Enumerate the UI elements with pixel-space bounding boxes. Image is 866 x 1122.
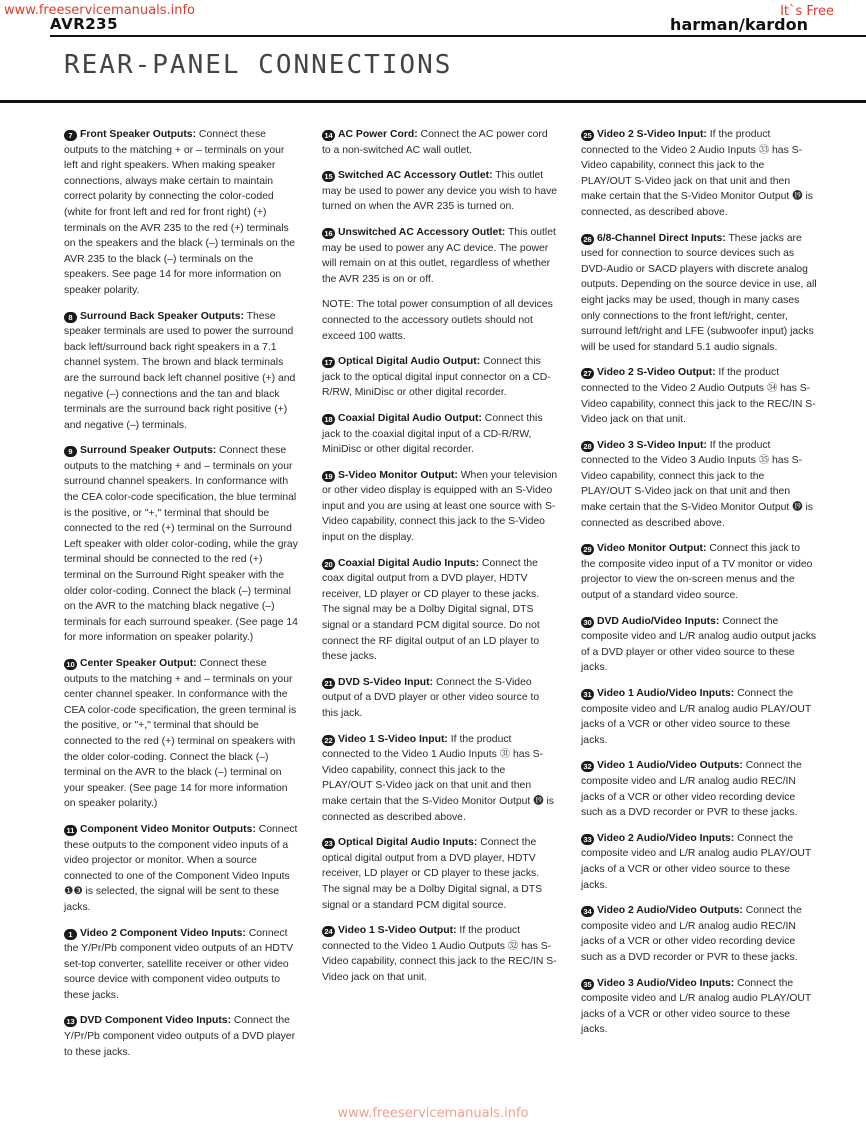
connection-heading: Video Monitor Output: (597, 543, 707, 555)
connection-description (64, 127, 300, 299)
item-number-badge: 23 (322, 838, 335, 849)
connection-text: Connect this jack to the composite video input of a TV monitor or video projector to view the on-screen menus and the output of a standard video source. (581, 543, 813, 602)
connection-description (322, 556, 558, 665)
connection-text: Connect this jack to the optical digital input connector on a CD-R/RW, MiniDisc or other digital recorder. (322, 356, 551, 399)
item-number-badge: 11 (64, 825, 77, 836)
connection-heading: Center Speaker Output: (80, 658, 197, 669)
item-number-badge: 31 (581, 689, 594, 700)
connection-heading: 6/8-Channel Direct Inputs: (597, 232, 726, 244)
item-number-badge: 32 (581, 761, 594, 772)
page-title: REAR-PANEL CONNECTIONS (64, 50, 453, 80)
connection-heading: Video 2 Audio/Video Inputs: (597, 832, 735, 844)
connection-heading: Optical Digital Audio Output: (338, 356, 481, 368)
connection-heading: Switched AC Accessory Outlet: (338, 170, 493, 182)
item-number-badge: 8 (64, 312, 77, 323)
connection-heading: Video 2 S-Video Output: (597, 367, 716, 379)
connection-heading: Video 3 S-Video Input: (597, 439, 707, 451)
connection-heading: Front Speaker Outputs: (80, 129, 197, 140)
item-number-badge: 24 (322, 926, 335, 937)
item-number-badge: 17 (322, 357, 335, 368)
connection-description (322, 127, 558, 158)
connection-text: If the product connected to the Video 1 Audio Outputs ㉜ has S-Video capability, connect this jack to the REC/IN S-Video jack on that unit. (322, 925, 557, 983)
connection-heading: DVD S-Video Input: (338, 676, 434, 688)
connection-heading: AC Power Cord: (338, 129, 418, 140)
connection-text: Connect the composite video and L/R analog audio REC/IN jacks of a VCR or other video recording device such as a DVD recorder or PVR to these jacks. (581, 760, 802, 819)
connection-text: Connect the coax digital output from a DVD player, HDTV receiver, LD player or CD player to these jacks. The signal may be a Dolby Digital signal, DTS signal or a standard PCM digital source. Do not connect the RF digital output of an LD player to these jacks. (322, 557, 540, 663)
connection-heading: Video 1 S-Video Input: (338, 733, 448, 745)
connection-heading: Coaxial Digital Audio Inputs: (338, 557, 480, 569)
connection-description (322, 923, 558, 985)
connection-heading: Surround Speaker Outputs: (80, 445, 217, 457)
connection-description (322, 732, 558, 826)
connection-text: This outlet may be used to power any AC device. The power will remain on at this outlet, regardless of whether the AVR 235 is on or off. (322, 226, 556, 285)
connection-description (322, 225, 558, 287)
connection-description (581, 758, 817, 820)
connection-text: Connect these outputs to the matching + and – terminals on your surround channel speakers. In conformance with the CEA color-code specification, the blue terminal is the positive, or "+," terminal that should be connected to the red (+) terminal on the Surround Left speaker with older color-coding, while the gray terminal should be connected to the red (+) terminal on the Surround Right speaker with the older color-coding. Connect the black (–) terminal on the AVR to the matching black negative (–) terminals for each surround speaker. (See page 14 for more information on speaker polarity.) (64, 445, 298, 644)
watermark-top-link[interactable]: www.freeservicemanuals.info (4, 3, 196, 18)
connection-text: NOTE: The total power consumption of all devices connected to the accessory outlets should not exceed 100 watts. (322, 299, 553, 342)
connection-heading: DVD Component Video Inputs: (80, 1015, 232, 1027)
item-number-badge: 27 (581, 368, 594, 379)
text-column-3 (581, 127, 817, 1048)
item-number-badge: 10 (64, 659, 77, 670)
connection-text: If the product connected to the Video 2 Audio Inputs ㉝ has S-Video capability, connect this jack to the PLAY/OUT S-Video jack on that unit and then make certain that the S-Video Monitor Output ⓳ is connected, as described above. (581, 129, 813, 218)
connection-description (64, 926, 300, 1004)
item-number-badge: 28 (581, 441, 594, 452)
connection-description (581, 438, 817, 532)
connection-text: If the product connected to the Video 1 Audio Inputs ㉛ has S-Video capability, connect this jack to the PLAY/OUT S-Video jack on that unit and then make certain that the S-Video Monitor Output ⓳ is connected as described above. (322, 733, 554, 823)
connection-heading: S-Video Monitor Output: (338, 469, 458, 481)
connection-description (322, 675, 558, 722)
connection-description (64, 1013, 300, 1060)
connection-heading: Surround Back Speaker Outputs: (80, 310, 244, 322)
connection-text: Connect the Y/Pr/Pb component video outputs of an HDTV set-top converter, satellite receiver or other video source device with component video outputs to these jacks. (64, 927, 294, 1001)
text-column-1 (64, 127, 300, 1070)
connection-heading: Video 1 S-Video Output: (338, 925, 457, 937)
item-number-badge: 35 (581, 979, 594, 990)
connection-text: Connect the composite video and L/R analog audio PLAY/OUT jacks of a VCR or other video source to these jacks. (581, 832, 812, 891)
connection-description (64, 443, 300, 646)
connection-text: Connect the composite video and L/R analog audio REC/IN jacks of a VCR or other video recording device such as a DVD recorder or PVR to these jacks. (581, 905, 802, 963)
connection-text: Connect these outputs to the matching + or – terminals on your left and right speakers. When making speaker connections, always make certain to maintain correct polarity by connecting the color-coded (white for front left and red for front right) (+) terminals on the AVR 235 to the red (+) terminals on the speakers and the black (–) terminals on the AVR 235 to the black (–) terminals on the speakers. See page 14 for more information on speaker polarity. (64, 129, 296, 296)
connection-text: Connect the S-Video output of a DVD player or other video source to this jack. (322, 676, 540, 719)
connection-text: These jacks are used for connection to source devices such as DVD-Audio or SACD players with discrete analog outputs. Depending on the source device in use, all eight jacks may be used, though in many cases only connections to the front left/right, center, surround left/right and LFE (subwoofer input) jacks will be used for standard 5.1 audio signals. (581, 232, 817, 353)
connection-description (581, 831, 817, 893)
connection-text: Connect the AC power cord to a non-switched AC wall outlet. (322, 129, 548, 156)
item-number-badge: 14 (322, 130, 335, 141)
connection-heading: Video 2 Component Video Inputs: (80, 927, 246, 939)
connection-description (322, 468, 558, 546)
connection-text: Connect the composite video and L/R analog audio PLAY/OUT jacks of a VCR or other video source to these jacks. (581, 977, 812, 1036)
connection-text: Connect the Y/Pr/Pb component video outputs of a DVD player to these jacks. (64, 1015, 296, 1058)
watermark-free-text: It`s Free (780, 4, 834, 19)
brand-logo: harman/kardon (670, 15, 808, 34)
connection-text: When your television or other video display is equipped with an S-Video input and you are using at least one source with S-Video capability, connect this jack to the S-Video input on the display. (322, 469, 558, 544)
item-number-badge: 22 (322, 735, 335, 746)
connection-text: Connect the optical digital output from a DVD player, HDTV receiver, LD player or CD player to these jacks. The signal may be a Dolby Digital signal, a DTS signal or a standard PCM digital source. (322, 837, 543, 911)
item-number-badge: 29 (581, 544, 594, 555)
connection-text: If the product connected to the Video 3 Audio Inputs ㉟ has S-Video capability, connect this jack to the PLAY/OUT S-Video jack on that unit and then make certain that the S-Video Monitor Output ⓳ is connected as described above. (581, 439, 813, 529)
connection-description (64, 309, 300, 434)
connection-description (581, 231, 817, 356)
connection-heading: Video 2 S-Video Input: (597, 129, 707, 140)
connection-description (581, 127, 817, 221)
connection-description (64, 822, 300, 916)
connection-heading: Unswitched AC Accessory Outlet: (338, 226, 506, 238)
item-number-badge: 34 (581, 906, 594, 917)
connection-heading: Video 2 Audio/Video Outputs: (597, 905, 743, 917)
connection-heading: Coaxial Digital Audio Output: (338, 412, 482, 424)
item-number-badge: 9 (64, 446, 77, 457)
connection-description (322, 297, 558, 344)
item-number-badge: 7 (64, 130, 77, 141)
connection-description (581, 541, 817, 603)
connection-heading: DVD Audio/Video Inputs: (597, 615, 720, 627)
connection-text: Connect these outputs to the matching + and – terminals on your center channel speaker. In conformance with the CEA color-code specification, the green terminal is the positive, or "+," terminal that should be connected to the red (+) terminal on speakers with the older color-coding. Connect the black (–) terminal on the AVR to the black (–) terminal on your speaker. (See page 14 for more information on speaker polarity.) (64, 658, 297, 810)
connection-text: If the product connected to the Video 2 Audio Outputs ㉞ has S-Video capability, connect this jack to the REC/IN S-Video jack on that unit. (581, 367, 816, 426)
connection-description (581, 686, 817, 748)
title-rule (0, 100, 866, 103)
connection-description (581, 614, 817, 676)
connection-heading: Component Video Monitor Outputs: (80, 823, 256, 835)
connection-text: Connect the composite video and L/R analog audio PLAY/OUT jacks of a VCR or other video source to these jacks. (581, 688, 812, 746)
connection-text: Connect this jack to the coaxial digital input of a CD-R/RW, MiniDisc or other digital recorder. (322, 412, 543, 456)
item-number-badge: 16 (322, 228, 335, 239)
connection-description (64, 656, 300, 812)
item-number-badge: 13 (64, 1016, 77, 1027)
connection-heading: Video 1 Audio/Video Inputs: (597, 688, 735, 699)
item-number-badge: 25 (581, 130, 594, 141)
item-number-badge: 20 (322, 559, 335, 570)
connection-text: Connect these outputs to the component video inputs of a video projector or monitor. When a source connected to one of the Component Video Inputs ❶❸ is selected, the signal will be sent to these jacks. (64, 823, 298, 913)
connection-description (581, 903, 817, 965)
header-rule (50, 35, 866, 37)
item-number-badge: 26 (581, 234, 594, 245)
model-name: AVR235 (50, 15, 119, 33)
item-number-badge: 33 (581, 834, 594, 845)
connection-description (322, 411, 558, 458)
connection-text: Connect the composite video and L/R analog audio output jacks of a DVD player or other video source to these jacks. (581, 615, 817, 674)
connection-heading: Video 1 Audio/Video Outputs: (597, 760, 743, 772)
connection-heading: Optical Digital Audio Inputs: (338, 837, 478, 849)
item-number-badge: 15 (322, 171, 335, 182)
connection-text: These speaker terminals are used to power the surround back left/surround back right speakers in a 7.1 channel system. The brown and black terminals are the surround back left channel positive (+) and negative (–) connections and the tan and black terminals are the surround back right positive (+) and negative (–) terminals. (64, 310, 296, 431)
connection-text: This outlet may be used to power any device you wish to have turned on when the AVR 235 is turned on. (322, 170, 558, 213)
connection-description (322, 835, 558, 913)
connection-description (322, 168, 558, 215)
watermark-bottom-link[interactable]: www.freeservicemanuals.info (337, 1106, 529, 1121)
item-number-badge: 18 (322, 414, 335, 425)
item-number-badge: 19 (322, 471, 335, 482)
text-column-2 (322, 127, 558, 996)
item-number-badge: 21 (322, 678, 335, 689)
connection-description (322, 354, 558, 401)
item-number-badge: 1 (64, 929, 77, 940)
connection-heading: Video 3 Audio/Video Inputs: (597, 977, 735, 989)
connection-description (581, 976, 817, 1038)
item-number-badge: 30 (581, 617, 594, 628)
connection-description (581, 365, 817, 427)
